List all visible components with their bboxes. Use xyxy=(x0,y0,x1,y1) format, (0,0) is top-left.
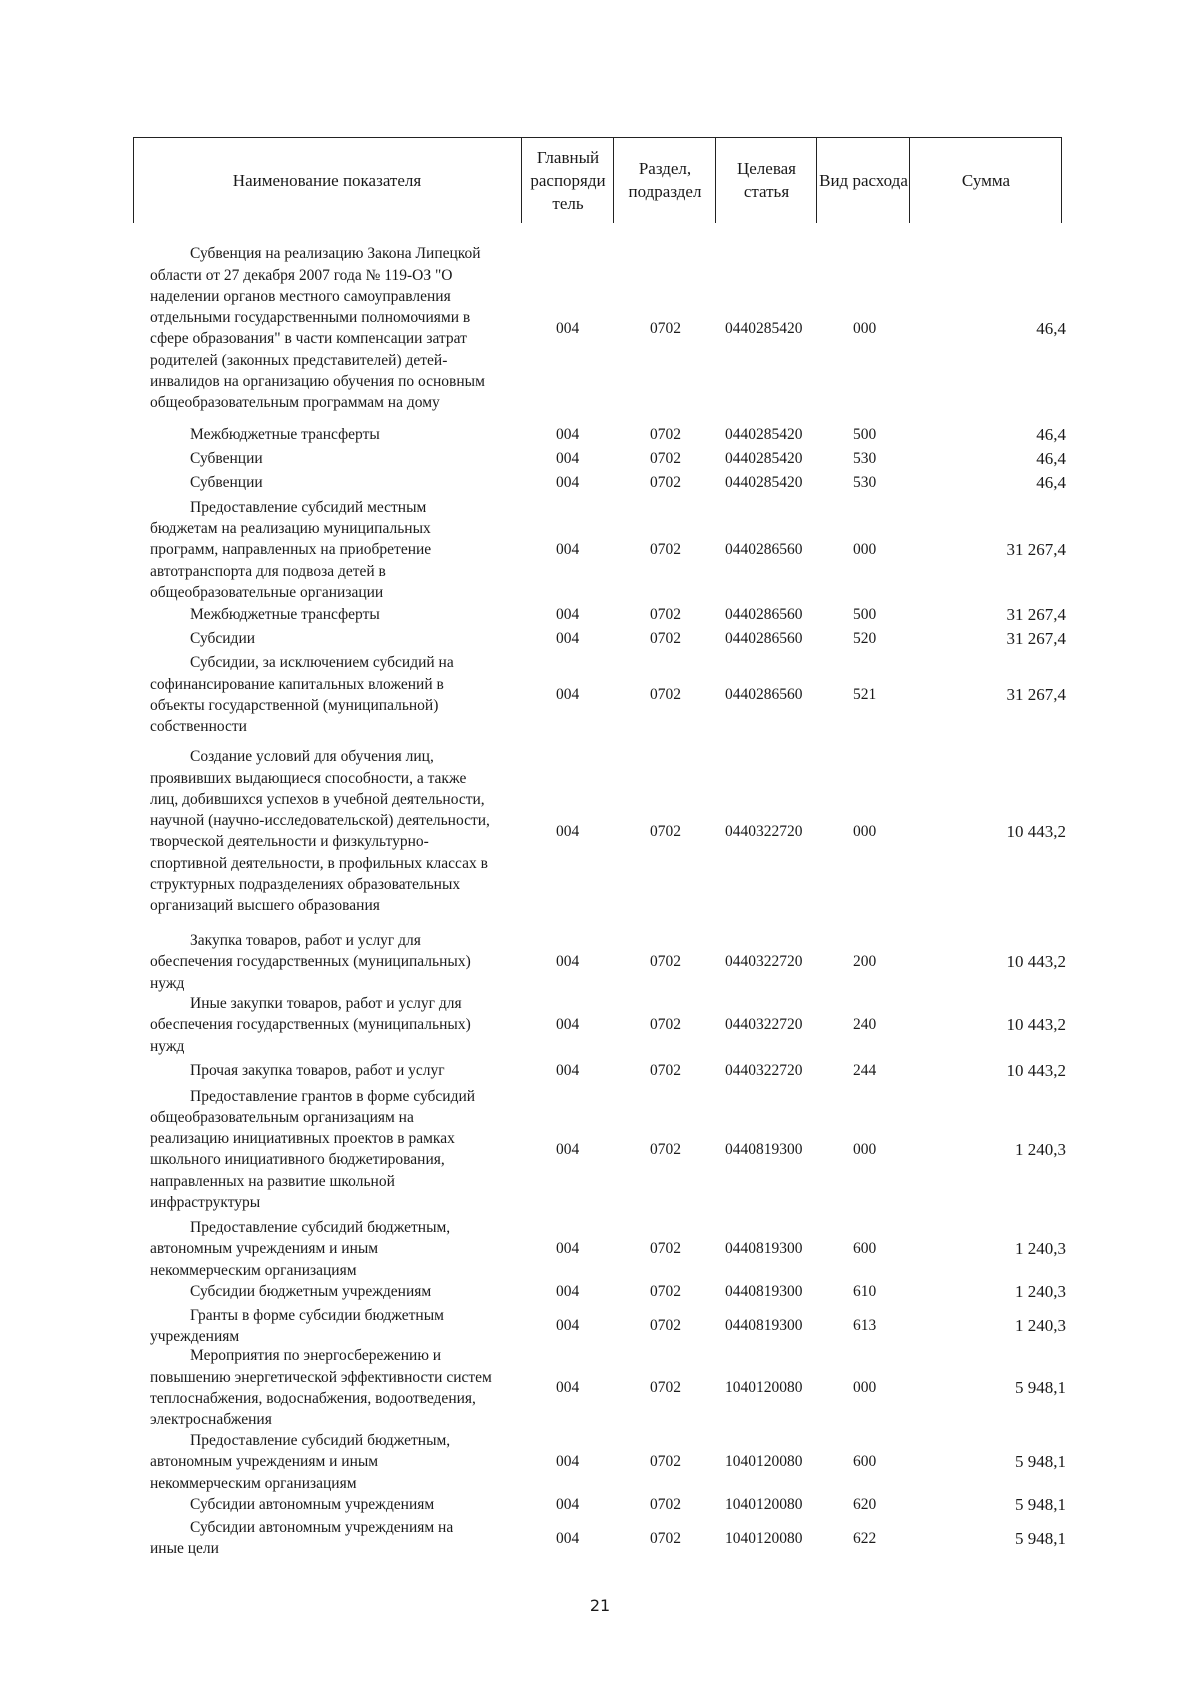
row-name-line: общеобразовательные организации xyxy=(150,583,384,601)
row-name xyxy=(150,448,520,469)
row-name-line: Субвенции xyxy=(190,474,263,492)
table-row xyxy=(0,746,1200,917)
row-celevaya: 1040120080 xyxy=(725,1379,803,1396)
header-name: Наименование показателя xyxy=(232,170,422,190)
row-name-line: лиц, добившихся успехов в учебной деятельности, xyxy=(150,790,485,808)
row-summa: 10 443,2 xyxy=(1006,1061,1066,1080)
row-razdel: 0702 xyxy=(650,1496,681,1513)
row-summa: 5 948,1 xyxy=(1015,1528,1066,1548)
row-name-line: реализацию инициативных проектов в рамках xyxy=(150,1130,455,1148)
row-razdel: 0702 xyxy=(650,1317,681,1334)
row-summa: 5 948,1 xyxy=(1015,1378,1066,1397)
row-summa: 10 443,2 xyxy=(1006,821,1066,841)
table-row xyxy=(0,1217,1200,1281)
row-celevaya: 0440819300 xyxy=(725,1283,803,1300)
row-name-line: Гранты в форме субсидии бюджетным xyxy=(190,1306,444,1324)
header-divider xyxy=(715,137,716,223)
row-name xyxy=(150,628,520,649)
table-row xyxy=(0,448,1200,470)
row-razdel: 0702 xyxy=(650,822,681,840)
header-vid: Вид расхода xyxy=(819,170,908,190)
row-razdel: 0702 xyxy=(650,953,681,970)
row-name xyxy=(150,472,520,493)
row-vid: 622 xyxy=(853,1529,877,1547)
row-name-line: объекты государственной (муниципальной) xyxy=(150,696,439,714)
row-name xyxy=(150,424,520,445)
row-name-line: Закупка товаров, работ и услуг для xyxy=(190,932,421,950)
row-name-line: Межбюджетные трансферты xyxy=(190,426,380,444)
row-name-line: Предоставление субсидий бюджетным, xyxy=(190,1432,451,1450)
row-name-line: электроснабжения xyxy=(150,1411,272,1429)
row-name-line: Межбюджетные трансферты xyxy=(190,606,380,624)
row-name xyxy=(150,243,520,413)
row-celevaya: 0440322720 xyxy=(725,1062,803,1079)
row-summa: 31 267,4 xyxy=(1006,629,1066,648)
row-name-line: проявивших выдающиеся способности, а также xyxy=(150,769,467,787)
row-celevaya: 0440286560 xyxy=(725,541,803,558)
row-vid: 613 xyxy=(853,1317,877,1334)
table-row xyxy=(0,652,1200,738)
row-glav: 004 xyxy=(556,541,580,558)
row-name-line: инфраструктуры xyxy=(150,1194,261,1212)
row-glav: 004 xyxy=(556,1240,580,1257)
row-razdel: 0702 xyxy=(650,1240,681,1257)
row-name-line: наделении органов местного самоуправления xyxy=(150,287,451,305)
row-summa: 5 948,1 xyxy=(1015,1495,1066,1514)
table-row xyxy=(0,1517,1200,1560)
row-vid: 000 xyxy=(853,1140,877,1158)
row-summa: 31 267,4 xyxy=(1006,685,1066,704)
table-row xyxy=(0,243,1200,414)
row-celevaya: 0440285420 xyxy=(725,474,803,491)
header-razdel: Раздел, подраздел xyxy=(628,159,702,201)
row-razdel: 0702 xyxy=(650,1283,681,1300)
row-razdel: 0702 xyxy=(650,630,681,647)
row-glav: 004 xyxy=(556,1317,580,1334)
row-name-line: учреждениям xyxy=(150,1328,240,1345)
row-name-line: некоммерческим организациям xyxy=(150,1261,357,1279)
header-divider xyxy=(816,137,817,223)
row-celevaya: 0440285420 xyxy=(725,319,803,337)
row-name xyxy=(150,1494,520,1515)
row-name-line: Субвенции xyxy=(190,450,263,468)
row-name-line: Прочая закупка товаров, работ и услуг xyxy=(190,1062,445,1080)
row-vid: 200 xyxy=(853,953,877,970)
row-celevaya: 0440285420 xyxy=(725,426,803,443)
row-glav: 004 xyxy=(556,474,580,491)
row-vid: 500 xyxy=(853,606,877,623)
row-name-line: Предоставление грантов в форме субсидий xyxy=(190,1087,476,1105)
row-name-line: Субсидии автономным учреждениям xyxy=(190,1496,435,1514)
row-name xyxy=(150,652,520,737)
row-vid: 521 xyxy=(853,686,877,703)
table-row xyxy=(0,930,1200,994)
row-glav: 004 xyxy=(556,1529,580,1547)
table-row xyxy=(0,472,1200,494)
row-name xyxy=(150,1217,520,1281)
row-name-line: повышению энергетической эффективности систем xyxy=(150,1368,492,1386)
row-summa: 31 267,4 xyxy=(1006,605,1066,624)
row-razdel: 0702 xyxy=(650,541,681,558)
row-name-line: некоммерческим организациям xyxy=(150,1474,357,1492)
header-glav: Главный распоряди тель xyxy=(530,147,606,213)
row-vid: 530 xyxy=(853,450,877,467)
row-glav: 004 xyxy=(556,1453,580,1470)
row-glav: 004 xyxy=(556,606,580,623)
row-name xyxy=(150,497,520,603)
header-divider xyxy=(521,137,522,223)
header-divider xyxy=(1061,137,1062,223)
row-razdel: 0702 xyxy=(650,450,681,467)
row-name-line: Субсидии бюджетным учреждениям xyxy=(190,1283,432,1301)
row-celevaya: 1040120080 xyxy=(725,1529,803,1547)
row-name xyxy=(150,1517,520,1560)
row-glav: 004 xyxy=(556,450,580,467)
row-name-line: автономным учреждениям и иным xyxy=(150,1453,379,1471)
row-celevaya: 0440819300 xyxy=(725,1240,803,1257)
row-summa: 46,4 xyxy=(1036,449,1066,468)
row-razdel: 0702 xyxy=(650,1453,681,1470)
table-row xyxy=(0,1085,1200,1214)
row-name-line: Субсидии, за исключением субсидий на xyxy=(190,654,454,672)
row-name-line: автономным учреждениям и иным xyxy=(150,1240,379,1258)
row-summa: 10 443,2 xyxy=(1006,1015,1066,1034)
row-vid: 620 xyxy=(853,1496,877,1513)
row-summa: 46,4 xyxy=(1036,318,1066,338)
row-name xyxy=(150,1305,520,1348)
row-razdel: 0702 xyxy=(650,1529,681,1547)
row-name xyxy=(150,746,520,916)
row-vid: 240 xyxy=(853,1016,877,1033)
page-number: 21 xyxy=(589,1596,611,1615)
row-vid: 520 xyxy=(853,630,877,647)
row-name-line: организаций высшего образования xyxy=(150,897,380,915)
table-row xyxy=(0,604,1200,626)
row-vid: 610 xyxy=(853,1283,877,1300)
row-name-line: школьного инициативного бюджетирования, xyxy=(150,1151,445,1169)
row-name-line: области от 27 декабря 2007 года № 119-ОЗ "О xyxy=(150,266,453,284)
row-name-line: общеобразовательным программам на дому xyxy=(150,394,440,412)
table-row xyxy=(0,1060,1200,1082)
row-celevaya: 0440819300 xyxy=(725,1317,803,1334)
row-name-line: Предоставление субсидий местным xyxy=(190,498,427,516)
row-glav: 004 xyxy=(556,953,580,970)
row-summa: 31 267,4 xyxy=(1006,540,1066,559)
row-glav: 004 xyxy=(556,426,580,443)
row-name-line: инвалидов на организацию обучения по основным xyxy=(150,373,485,391)
row-name-line: иные цели xyxy=(150,1540,219,1558)
row-razdel: 0702 xyxy=(650,426,681,443)
row-name xyxy=(150,604,520,625)
row-vid: 000 xyxy=(853,319,877,337)
row-glav: 004 xyxy=(556,630,580,647)
row-name-line: софинансирование капитальных вложений в xyxy=(150,675,444,693)
row-celevaya: 0440286560 xyxy=(725,606,803,623)
row-vid: 244 xyxy=(853,1062,877,1079)
row-name-line: автотранспорта для подвоза детей в xyxy=(150,562,386,580)
row-glav: 004 xyxy=(556,822,580,840)
row-name-line: программ, направленных на приобретение xyxy=(150,541,432,559)
row-celevaya: 0440285420 xyxy=(725,450,803,467)
row-name xyxy=(150,993,520,1057)
row-razdel: 0702 xyxy=(650,319,681,337)
row-name-line: отдельными государственными полномочиями в xyxy=(150,309,471,327)
row-name xyxy=(150,1060,520,1081)
row-name-line: научной (научно-исследовательской) деятельности, xyxy=(150,812,490,830)
header-divider xyxy=(613,137,614,223)
row-razdel: 0702 xyxy=(650,606,681,623)
row-name-line: Субвенция на реализацию Закона Липецкой xyxy=(190,245,481,263)
row-name-line: творческой деятельности и физкультурно- xyxy=(150,833,429,851)
table-row xyxy=(0,628,1200,650)
row-name-line: родителей (законных представителей) детей- xyxy=(150,351,448,369)
row-summa: 1 240,3 xyxy=(1015,1139,1066,1159)
row-glav: 004 xyxy=(556,1016,580,1033)
row-celevaya: 1040120080 xyxy=(725,1496,803,1513)
row-celevaya: 0440286560 xyxy=(725,686,803,703)
row-glav: 004 xyxy=(556,1496,580,1513)
table-row xyxy=(0,1430,1200,1494)
row-name-line: общеобразовательным организациям на xyxy=(150,1108,414,1126)
row-name xyxy=(150,1430,520,1494)
row-celevaya: 0440819300 xyxy=(725,1140,803,1158)
row-name-line: собственности xyxy=(150,718,247,736)
row-summa: 46,4 xyxy=(1036,425,1066,444)
row-summa: 5 948,1 xyxy=(1015,1452,1066,1471)
row-glav: 004 xyxy=(556,686,580,703)
row-summa: 46,4 xyxy=(1036,473,1066,492)
header-summa: Сумма xyxy=(961,170,1011,190)
row-razdel: 0702 xyxy=(650,1140,681,1158)
header-celevaya: Целевая статья xyxy=(736,159,797,201)
row-vid: 000 xyxy=(853,541,877,558)
row-name xyxy=(150,1345,520,1430)
row-name-line: Иные закупки товаров, работ и услуг для xyxy=(190,995,462,1013)
table-row xyxy=(0,1345,1200,1431)
row-name-line: Предоставление субсидий бюджетным, xyxy=(190,1219,451,1237)
row-vid: 600 xyxy=(853,1453,877,1470)
table-row xyxy=(0,1281,1200,1303)
row-glav: 004 xyxy=(556,1140,580,1158)
row-name-line: направленных на развитие школьной xyxy=(150,1172,395,1190)
row-vid: 000 xyxy=(853,822,877,840)
row-vid: 530 xyxy=(853,474,877,491)
row-celevaya: 0440322720 xyxy=(725,822,803,840)
row-glav: 004 xyxy=(556,1062,580,1079)
row-name-line: обеспечения государственных (муниципальных) xyxy=(150,1016,471,1034)
row-vid: 600 xyxy=(853,1240,877,1257)
table-row xyxy=(0,1494,1200,1516)
row-razdel: 0702 xyxy=(650,686,681,703)
header-divider xyxy=(909,137,910,223)
row-summa: 1 240,3 xyxy=(1015,1316,1066,1335)
row-name-line: обеспечения государственных (муниципальных) xyxy=(150,953,471,971)
row-name-line: теплоснабжения, водоснабжения, водоотведения, xyxy=(150,1389,476,1407)
row-celevaya: 0440286560 xyxy=(725,630,803,647)
row-name xyxy=(150,1086,520,1214)
table-row xyxy=(0,424,1200,446)
row-vid: 500 xyxy=(853,426,877,443)
row-name-line: сфере образования" в части компенсации затрат xyxy=(150,330,467,348)
row-vid: 000 xyxy=(853,1379,877,1396)
row-razdel: 0702 xyxy=(650,1379,681,1396)
row-razdel: 0702 xyxy=(650,474,681,491)
row-celevaya: 0440322720 xyxy=(725,1016,803,1033)
row-name-line: нужд xyxy=(150,974,185,992)
row-razdel: 0702 xyxy=(650,1062,681,1079)
row-summa: 1 240,3 xyxy=(1015,1239,1066,1258)
row-glav: 004 xyxy=(556,1283,580,1300)
row-name-line: Создание условий для обучения лиц, xyxy=(190,748,434,766)
row-name-line: Мероприятия по энергосбережению и xyxy=(190,1347,442,1365)
row-glav: 004 xyxy=(556,1379,580,1396)
row-name-line: нужд xyxy=(150,1037,185,1055)
table-header xyxy=(133,137,1061,223)
row-summa: 10 443,2 xyxy=(1006,952,1066,971)
row-name xyxy=(150,1281,520,1302)
row-razdel: 0702 xyxy=(650,1016,681,1033)
row-name-line: структурных подразделениях образовательных xyxy=(150,876,461,894)
table-row xyxy=(0,993,1200,1057)
row-celevaya: 0440322720 xyxy=(725,953,803,970)
row-glav: 004 xyxy=(556,319,580,337)
row-celevaya: 1040120080 xyxy=(725,1453,803,1470)
table-row xyxy=(0,496,1200,604)
row-name-line: Субсидии xyxy=(190,630,256,648)
row-name-line: спортивной деятельности, в профильных классах в xyxy=(150,854,488,872)
row-name-line: Субсидии автономным учреждениям на xyxy=(190,1519,454,1537)
table-row xyxy=(0,1305,1200,1347)
row-name-line: бюджетам на реализацию муниципальных xyxy=(150,520,431,538)
row-summa: 1 240,3 xyxy=(1015,1282,1066,1301)
row-name xyxy=(150,930,520,994)
